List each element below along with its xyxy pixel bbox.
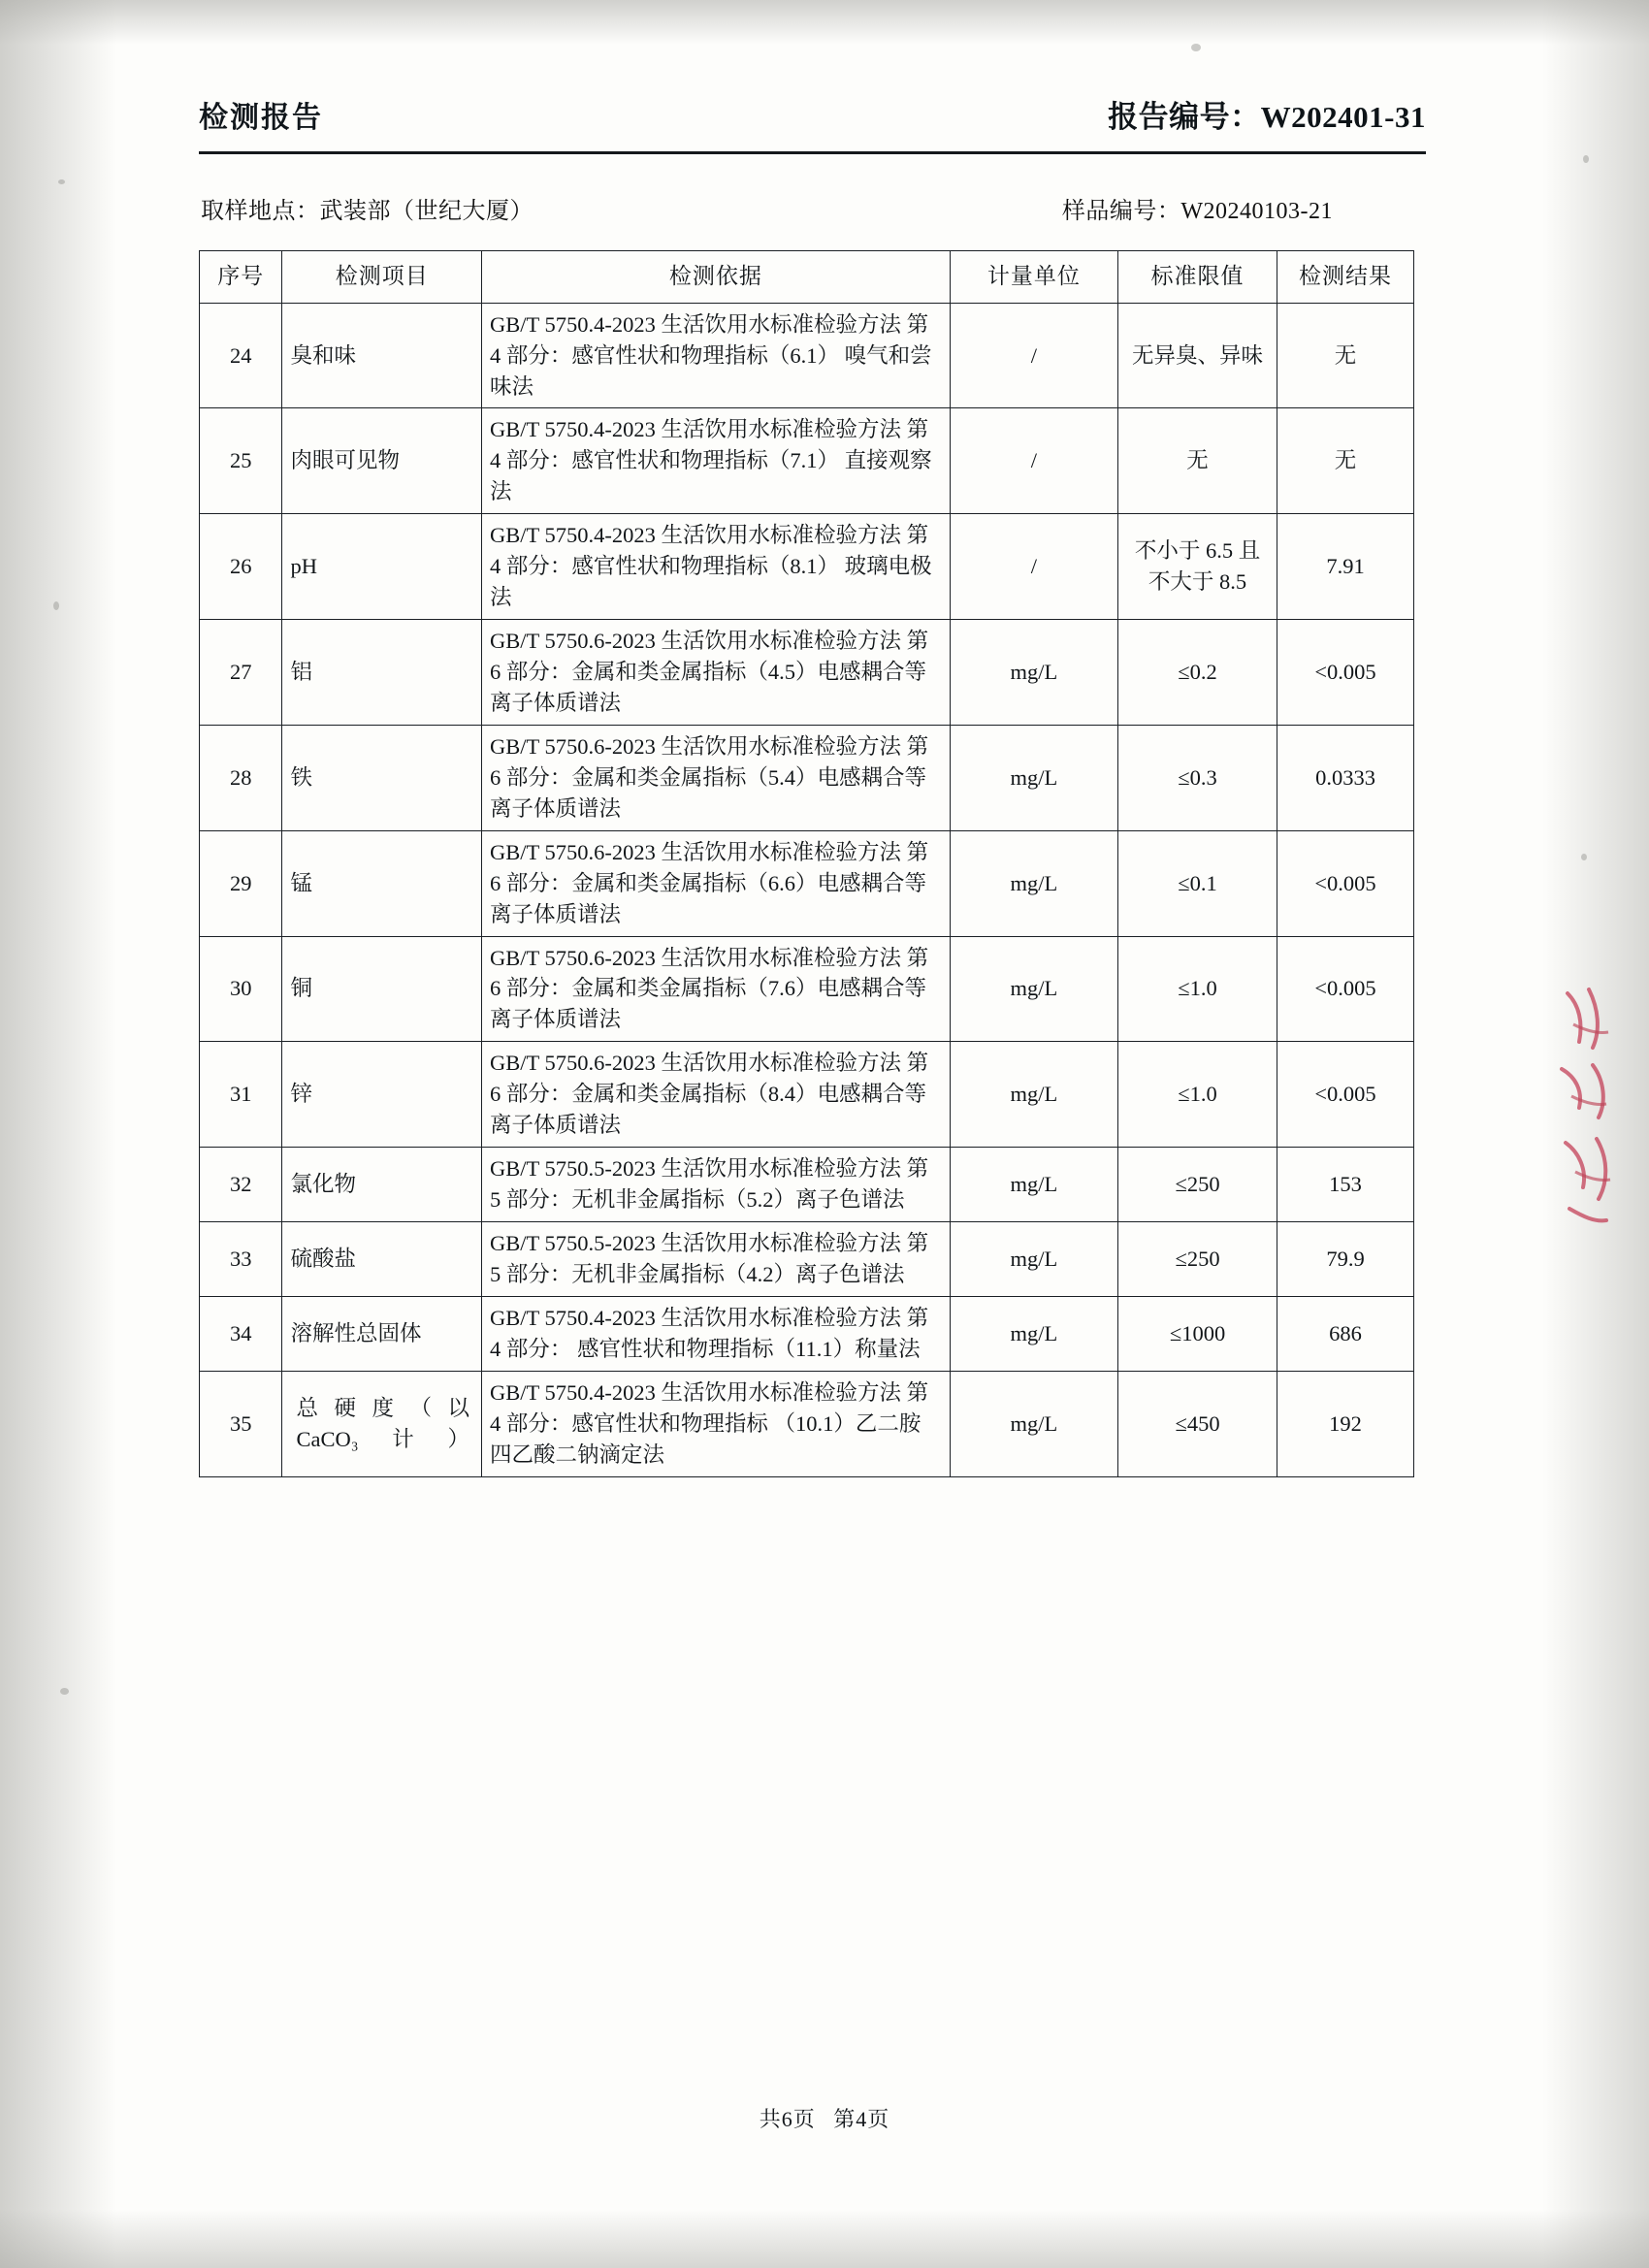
cell-limit: ≤250 <box>1118 1148 1277 1222</box>
cell-no: 29 <box>200 830 282 936</box>
table-row <box>200 1148 1414 1222</box>
table-row <box>200 725 1414 830</box>
cell-result: 192 <box>1277 1371 1414 1476</box>
cell-unit: mg/L <box>950 936 1117 1042</box>
cell-basis: GB/T 5750.6-2023 生活饮用水标准检验方法 第 6 部分：金属和类金属指标（5.4）电感耦合等离子体质谱法 <box>482 725 951 830</box>
cell-unit: mg/L <box>950 1222 1117 1297</box>
cell-result: <0.005 <box>1277 1042 1414 1148</box>
sample-number-value: W20240103-21 <box>1180 199 1333 224</box>
cell-item: pH <box>282 514 482 620</box>
cell-result: 79.9 <box>1277 1222 1414 1297</box>
cell-limit: ≤0.1 <box>1118 830 1277 936</box>
test-results-table <box>199 250 1414 1477</box>
document-body <box>199 92 1426 1477</box>
cell-unit: mg/L <box>950 1371 1117 1476</box>
column-header-item: 检测项目 <box>282 251 482 304</box>
document-header <box>199 92 1426 146</box>
table-row <box>200 408 1414 514</box>
cell-no: 31 <box>200 1042 282 1148</box>
cell-basis: GB/T 5750.6-2023 生活饮用水标准检验方法 第 6 部分：金属和类金属指标（8.4）电感耦合等离子体质谱法 <box>482 1042 951 1148</box>
cell-unit: mg/L <box>950 1148 1117 1222</box>
column-header-unit: 计量单位 <box>950 251 1117 304</box>
scan-speck <box>1191 44 1201 51</box>
scan-edge-bottom <box>0 2210 1649 2268</box>
cell-limit: ≤1.0 <box>1118 936 1277 1042</box>
cell-result: <0.005 <box>1277 620 1414 726</box>
column-header-limit: 标准限值 <box>1118 251 1277 304</box>
cell-basis: GB/T 5750.4-2023 生活饮用水标准检验方法 第 4 部分： 感官性状和物理指标（11.1）称量法 <box>482 1296 951 1371</box>
meta-row <box>199 191 1426 225</box>
cell-limit: ≤0.3 <box>1118 725 1277 830</box>
scan-speck <box>1581 854 1587 860</box>
page-title: 检测报告 <box>199 101 323 135</box>
cell-no: 33 <box>200 1222 282 1297</box>
sampling-location-label: 取样地点： <box>201 199 320 224</box>
cell-result: 7.91 <box>1277 514 1414 620</box>
cell-limit: 无异臭、异味 <box>1118 303 1277 408</box>
table-row <box>200 830 1414 936</box>
column-header-result: 检测结果 <box>1277 251 1414 304</box>
cell-result: 无 <box>1277 408 1414 514</box>
cell-result: <0.005 <box>1277 830 1414 936</box>
cell-limit: 无 <box>1118 408 1277 514</box>
table-header-row <box>200 251 1414 304</box>
cell-item: 铜 <box>282 936 482 1042</box>
report-number-value: W202401-31 <box>1260 100 1426 134</box>
page-footer <box>0 2103 1649 2133</box>
cell-item: 铁 <box>282 725 482 830</box>
cell-basis: GB/T 5750.5-2023 生活饮用水标准检验方法 第 5 部分：无机非金属指标（4.2）离子色谱法 <box>482 1222 951 1297</box>
cell-basis: GB/T 5750.4-2023 生活饮用水标准检验方法 第 4 部分：感官性状和物理指标（8.1） 玻璃电极法 <box>482 514 951 620</box>
sampling-location <box>199 191 534 225</box>
cell-limit: 不小于 6.5 且不大于 8.5 <box>1118 514 1277 620</box>
cell-no: 28 <box>200 725 282 830</box>
cell-item: 铝 <box>282 620 482 726</box>
cell-limit: ≤1000 <box>1118 1296 1277 1371</box>
cell-unit: mg/L <box>950 830 1117 936</box>
table-row <box>200 514 1414 620</box>
cell-basis: GB/T 5750.4-2023 生活饮用水标准检验方法 第 4 部分：感官性状和物理指标（7.1） 直接观察法 <box>482 408 951 514</box>
red-seal-stamp <box>1550 980 1628 1242</box>
cell-no: 35 <box>200 1371 282 1476</box>
cell-basis: GB/T 5750.6-2023 生活饮用水标准检验方法 第 6 部分：金属和类金属指标（7.6）电感耦合等离子体质谱法 <box>482 936 951 1042</box>
cell-unit: mg/L <box>950 1296 1117 1371</box>
table-row <box>200 936 1414 1042</box>
cell-no: 34 <box>200 1296 282 1371</box>
scan-speck <box>60 1688 69 1695</box>
column-header-basis: 检测依据 <box>482 251 951 304</box>
table-row <box>200 620 1414 726</box>
cell-basis: GB/T 5750.4-2023 生活饮用水标准检验方法 第 4 部分：感官性状和物理指标（6.1） 嗅气和尝味法 <box>482 303 951 408</box>
cell-result: 153 <box>1277 1148 1414 1222</box>
report-number-label: 报告编号： <box>1108 100 1261 134</box>
cell-no: 24 <box>200 303 282 408</box>
cell-result: 0.0333 <box>1277 725 1414 830</box>
cell-unit: mg/L <box>950 1042 1117 1148</box>
cell-item: 锰 <box>282 830 482 936</box>
scan-speck <box>58 179 65 184</box>
cell-basis: GB/T 5750.5-2023 生活饮用水标准检验方法 第 5 部分：无机非金属指标（5.2）离子色谱法 <box>482 1148 951 1222</box>
cell-item: 肉眼可见物 <box>282 408 482 514</box>
scan-edge-left <box>0 0 116 2268</box>
scan-edge-right <box>1542 0 1649 2268</box>
cell-no: 25 <box>200 408 282 514</box>
cell-item: 总 硬 度 （ 以 CaCO₃计） <box>282 1371 482 1476</box>
scan-edge-top <box>0 0 1649 45</box>
cell-item: 锌 <box>282 1042 482 1148</box>
cell-limit: ≤0.2 <box>1118 620 1277 726</box>
cell-unit: / <box>950 408 1117 514</box>
scan-speck <box>53 601 59 610</box>
table-row <box>200 1042 1414 1148</box>
cell-item: 臭和味 <box>282 303 482 408</box>
cell-limit: ≤450 <box>1118 1371 1277 1476</box>
cell-result: 无 <box>1277 303 1414 408</box>
table-row <box>200 1222 1414 1297</box>
cell-no: 27 <box>200 620 282 726</box>
cell-item: 氯化物 <box>282 1148 482 1222</box>
cell-item: 溶解性总固体 <box>282 1296 482 1371</box>
cell-basis: GB/T 5750.6-2023 生活饮用水标准检验方法 第 6 部分：金属和类金属指标（6.6）电感耦合等离子体质谱法 <box>482 830 951 936</box>
cell-limit: ≤1.0 <box>1118 1042 1277 1148</box>
scan-speck <box>1583 155 1589 163</box>
sample-number-label: 样品编号： <box>1061 199 1181 224</box>
cell-no: 30 <box>200 936 282 1042</box>
column-header-no: 序号 <box>200 251 282 304</box>
sample-number <box>1062 191 1426 225</box>
cell-item: 硫酸盐 <box>282 1222 482 1297</box>
table-row <box>200 1296 1414 1371</box>
cell-result: 686 <box>1277 1296 1414 1371</box>
cell-no: 32 <box>200 1148 282 1222</box>
cell-unit: mg/L <box>950 725 1117 830</box>
cell-unit: / <box>950 303 1117 408</box>
cell-limit: ≤250 <box>1118 1222 1277 1297</box>
total-pages: 共6页 <box>759 2107 816 2131</box>
table-row <box>200 303 1414 408</box>
cell-no: 26 <box>200 514 282 620</box>
cell-unit: mg/L <box>950 620 1117 726</box>
header-divider <box>199 151 1426 154</box>
sampling-location-value: 武装部（世纪大厦） <box>319 199 534 224</box>
current-page: 第4页 <box>833 2107 890 2131</box>
cell-result: <0.005 <box>1277 936 1414 1042</box>
cell-basis: GB/T 5750.6-2023 生活饮用水标准检验方法 第 6 部分：金属和类金属指标（4.5）电感耦合等离子体质谱法 <box>482 620 951 726</box>
table-row <box>200 1371 1414 1476</box>
cell-unit: / <box>950 514 1117 620</box>
report-number <box>1108 92 1426 136</box>
cell-basis: GB/T 5750.4-2023 生活饮用水标准检验方法 第 4 部分：感官性状和物理指标 （10.1）乙二胺四乙酸二钠滴定法 <box>482 1371 951 1476</box>
